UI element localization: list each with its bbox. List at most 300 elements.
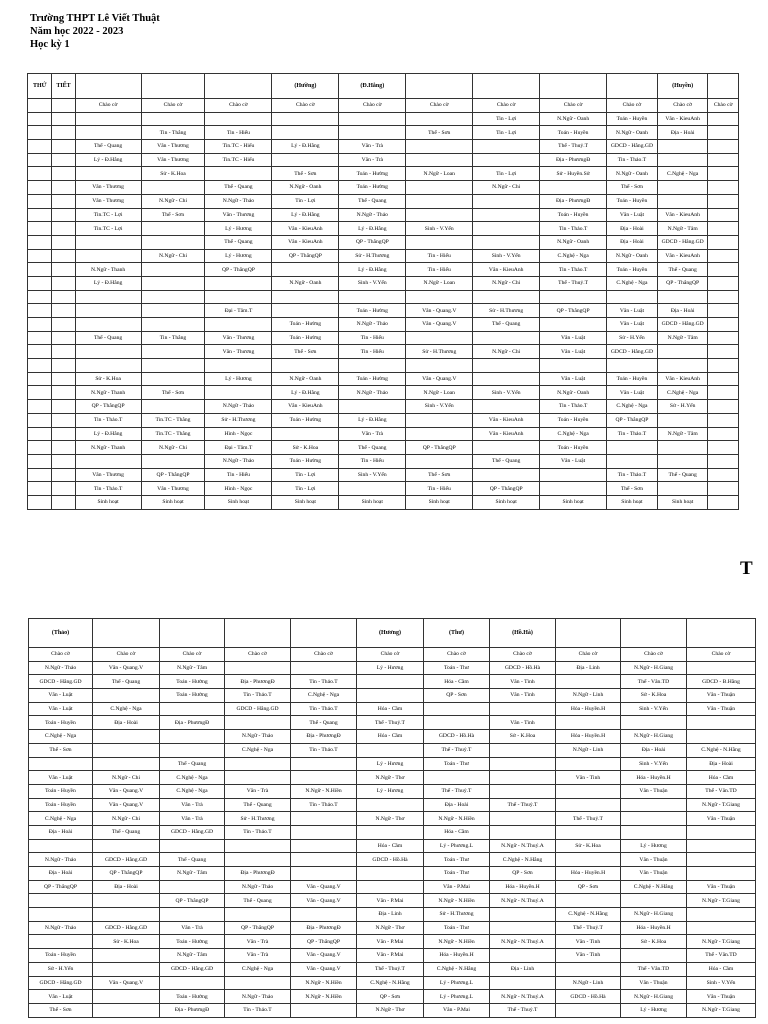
table-cell [93,894,160,908]
table-cell [52,304,75,318]
table-row [28,372,739,386]
table-cell: N.Ngữ - H.Giang [621,990,687,1004]
table-cell [556,962,621,976]
table-cell: N.Ngữ - Thảo [29,853,93,867]
table-cell: Chào cờ [424,648,490,662]
table-cell [28,454,52,468]
table-cell [473,222,540,236]
table-cell: N.Ngữ - T.Giang [687,798,756,812]
table-cell [225,716,291,730]
table-row [28,222,739,236]
table-cell [687,853,756,867]
table-cell [52,208,75,222]
table-cell: Lý - Đ.Hằng [272,140,339,154]
table-cell [473,468,540,482]
table-row [29,839,756,853]
table-cell: Thể - Thuỷ.T [556,812,621,826]
table-cell: Địa - Hoài [93,716,160,730]
table-cell: N.Ngữ - Loan [406,386,473,400]
table-cell [490,771,556,785]
table-cell: QP - Sơn [490,867,556,881]
table-cell: GDCD - Hồ.Hà [357,853,424,867]
table-cell [75,235,141,249]
table-cell [473,208,540,222]
table-cell [657,482,708,496]
table-cell: Hóa - Huyền.H [424,949,490,963]
table-cell [687,867,756,881]
table-cell [607,359,658,373]
table-cell: Hóa - Huyền.H [556,730,621,744]
table-cell [28,441,52,455]
table-row [29,716,756,730]
table-cell [708,249,739,263]
table-cell [272,126,339,140]
table-cell: QP - ThắngQP [93,867,160,881]
table-cell: N.Ngữ - Thanh [75,441,141,455]
table-cell: QP - ThắngQP [540,304,607,318]
table-cell: Toán - Hường [339,304,406,318]
table-cell [406,153,473,167]
table-cell: Chào cờ [225,648,291,662]
header-cell: (Hương) [357,619,424,648]
table-cell: Văn - P.Mai [357,949,424,963]
table-row [29,921,756,935]
table-cell: Lý - Đ.Hằng [75,153,141,167]
table-cell: Toán - Hường [272,318,339,332]
table-row [29,908,756,922]
table-cell: Hóa - Cầm [424,675,490,689]
table-cell: Tin - Hiếu [339,454,406,468]
table-cell: Văn - KieuAnh [272,235,339,249]
table-cell: N.Ngữ - Loan [406,276,473,290]
table-cell [28,222,52,236]
table-cell: Tin - Hiếu [205,126,272,140]
table-row [29,825,756,839]
table-cell: Văn - KieuAnh [657,208,708,222]
table-cell: QP - ThắngQP [272,249,339,263]
table-cell: N.Ngữ - Thảo [205,454,272,468]
table-cell [490,976,556,990]
table-cell [160,908,225,922]
table-cell: Thể - Sơn [141,208,205,222]
table-cell [291,839,357,853]
table-cell: Sinh hoạt [406,495,473,509]
table-cell [28,304,52,318]
table-cell: Văn - Tình [490,675,556,689]
table-cell: Sinh - V.Yến [473,386,540,400]
table-cell [75,454,141,468]
table-cell: Toán - Huyền [29,716,93,730]
table-cell: Thể - Thuỷ.T [490,798,556,812]
table-row [28,181,739,195]
table-cell: N.Ngữ - Oanh [607,249,658,263]
table-cell: N.Ngữ - Oanh [540,112,607,126]
table-cell: N.Ngữ - Linh [556,743,621,757]
header-cell [708,74,739,99]
table-cell: N.Ngữ - Chi [93,771,160,785]
table-cell: Tin - Thảo.T [291,675,357,689]
table-cell [556,1003,621,1017]
table-cell [205,167,272,181]
table-cell: Lý - Hương [357,757,424,771]
table-cell [708,181,739,195]
table-row [28,400,739,414]
table-cell: Văn - Quang.V [406,304,473,318]
table-cell: GDCD - Hằng.GD [607,140,658,154]
table-cell: Tin - Thảo.T [291,743,357,757]
table-cell [473,140,540,154]
table-cell [52,140,75,154]
table-cell: Tin - Hiếu [339,345,406,359]
table-cell: C.Nghệ - Nga [225,962,291,976]
table-cell: QP - Sơn [357,990,424,1004]
table-cell: Văn - Thương [141,153,205,167]
table-cell: Văn - KieuAnh [473,263,540,277]
table-header-row [29,619,756,648]
table-cell: Sử - K.Hoa [141,167,205,181]
table-cell: N.Ngữ - Thảo [205,400,272,414]
table-cell [28,99,52,113]
table-cell [75,304,141,318]
table-cell: Tin - Lợi [473,126,540,140]
table-cell [406,181,473,195]
table-cell: Văn - Quang.V [406,318,473,332]
table-cell [52,194,75,208]
table-cell: N.Ngữ - Linh [556,689,621,703]
table-cell [708,167,739,181]
table-cell: Toán - Huyền [607,194,658,208]
timetable-page-1 [27,73,739,510]
table-cell [556,675,621,689]
table-cell [540,181,607,195]
table-cell [52,468,75,482]
table-cell [708,126,739,140]
table-cell: N.Ngữ - Tâm [160,661,225,675]
table-cell: Thể - Sơn [607,482,658,496]
timetable-page-2 [28,618,756,1018]
table-cell: Địa - Hoài [687,757,756,771]
table-cell: Địa - PhươngĐ [540,153,607,167]
table-cell: Thể - Văn.TD [621,675,687,689]
table-cell: Văn - Trà [339,153,406,167]
table-cell: GDCD - Hằng.GD [607,345,658,359]
table-cell: Hóa - Huyền.H [621,921,687,935]
table-cell: N.Ngữ - T.Giang [687,894,756,908]
table-row [29,661,756,675]
table-cell: N.Ngữ - Thanh [75,263,141,277]
table-cell [621,812,687,826]
table-row [28,276,739,290]
table-cell [75,345,141,359]
table-cell: Văn - Quang.V [291,949,357,963]
table-cell [424,771,490,785]
table-cell [708,331,739,345]
table-row [28,99,739,113]
table-cell: Địa - Hoài [657,304,708,318]
table-cell [490,812,556,826]
table-cell: N.Ngữ - N.Hiền [291,990,357,1004]
table-cell [406,359,473,373]
table-cell [540,468,607,482]
header-cell [607,74,658,99]
table-row [28,208,739,222]
table-cell: Văn - Thương [141,482,205,496]
table-cell: Đại - Tâm.T [205,441,272,455]
table-cell [141,112,205,126]
table-cell: Thể - Quang [160,757,225,771]
table-cell: Toán - Hường [339,167,406,181]
table-cell: N.Ngữ - Thảo [29,921,93,935]
table-cell [687,839,756,853]
table-cell [52,263,75,277]
table-cell: Tin - Thảo.T [607,153,658,167]
table-cell [52,249,75,263]
table-cell [708,345,739,359]
table-cell: Văn - Trà [339,427,406,441]
table-cell [141,359,205,373]
table-cell: N.Ngữ - N.Hiền [291,784,357,798]
table-cell: Sử - K.Hoa [75,372,141,386]
table-cell: C.Nghệ - Nga [29,812,93,826]
table-cell: Lý - Đ.Hằng [339,263,406,277]
table-cell: Văn - Quang.V [93,976,160,990]
table-row [28,263,739,277]
table-cell: C.Nghệ - N.Hằng [621,880,687,894]
table-cell: Tin - Thảo.T [291,798,357,812]
table-row [28,495,739,509]
table-cell [473,235,540,249]
table-cell: GDCD - Hằng.GD [93,853,160,867]
cut-off-title-letter: T [740,558,753,579]
table-cell: Toán - Thư [424,921,490,935]
table-cell: N.Ngữ - Oanh [540,386,607,400]
table-cell: Chào cờ [687,648,756,662]
table-cell [29,935,93,949]
table-row [28,290,739,304]
header-cell: (Thư) [424,619,490,648]
table-cell: Toán - Hường [339,181,406,195]
table-cell: Sử - H.Thương [225,812,291,826]
header-cell [225,619,291,648]
table-cell: C.Nghệ - Nga [607,276,658,290]
table-cell: N.Ngữ - Thảo [225,730,291,744]
table-cell: QP - ThắngQP [160,894,225,908]
table-cell: GDCD - Hằng.GD [160,825,225,839]
table-row [29,730,756,744]
table-cell: Tin - Thảo.T [225,1003,291,1017]
table-cell: Văn - KieuAnh [657,112,708,126]
table-cell [406,112,473,126]
table-cell: Địa - PhươngĐ [160,1003,225,1017]
table-cell: Văn - Trà [225,784,291,798]
table-cell: Chào cờ [406,99,473,113]
table-cell [708,194,739,208]
table-cell [205,290,272,304]
table-cell: N.Ngữ - T.Giang [687,1003,756,1017]
table-cell [657,290,708,304]
table-cell: Lý - Hương [621,839,687,853]
table-cell: Văn - P.Mai [424,880,490,894]
table-cell: Thể - Quang [93,825,160,839]
table-cell: Sinh hoạt [272,495,339,509]
table-cell [141,454,205,468]
table-row [29,935,756,949]
table-cell: Văn - Tình [490,689,556,703]
table-cell: GDCD - Hồ.Hà [490,661,556,675]
table-cell: Tin - Hiếu [339,331,406,345]
table-cell: Sinh - V.Yến [339,276,406,290]
table-cell [75,167,141,181]
table-cell [160,730,225,744]
table-cell [28,167,52,181]
table-cell: N.Ngữ - Oanh [272,372,339,386]
header-cell: (Hồ.Hà) [490,619,556,648]
table-cell: QP - ThắngQP [205,263,272,277]
table-cell: Thể - Thuỷ.T [424,743,490,757]
table-cell: N.Ngữ - Tâm [657,427,708,441]
table-row [28,112,739,126]
table-cell [540,290,607,304]
table-row [28,482,739,496]
table-cell: Sử - H.Thương [205,413,272,427]
table-cell: Lý - Hương [205,222,272,236]
table-cell: N.Ngữ - Thảo [339,386,406,400]
header-cell [406,74,473,99]
table-cell [708,304,739,318]
table-cell: Lý - Phương.L [424,976,490,990]
table-cell [28,331,52,345]
table-cell: Văn - Thương [75,181,141,195]
table-row [29,675,756,689]
table-cell: Sử - H.Thương [473,304,540,318]
table-cell: Lý - Đ.Hằng [339,413,406,427]
table-cell [28,181,52,195]
table-row [28,413,739,427]
header-cell [75,74,141,99]
table-cell [291,825,357,839]
table-cell [28,126,52,140]
table-cell: N.Ngữ - Tâm [160,949,225,963]
table-cell: Văn - Luật [607,304,658,318]
table-cell: Thể - Sơn [272,167,339,181]
table-cell: N.Ngữ - Thảo [205,194,272,208]
table-cell: Sinh - V.Yến [621,757,687,771]
table-cell [621,716,687,730]
table-cell [225,908,291,922]
table-cell [621,825,687,839]
table-cell: N.Ngữ - Linh [556,976,621,990]
table-cell: Tin - Thảo.T [291,702,357,716]
table-cell [141,290,205,304]
table-cell [708,413,739,427]
table-cell: N.Ngữ - Oanh [607,167,658,181]
table-cell: Thể - Quang [93,675,160,689]
table-cell: QP - ThắngQP [141,468,205,482]
table-cell: Văn - Luật [540,331,607,345]
table-cell: Thể - Quang [160,853,225,867]
table-cell [160,839,225,853]
table-cell: N.Ngữ - Thơ [357,812,424,826]
table-cell [657,153,708,167]
table-cell [52,331,75,345]
table-cell [708,208,739,222]
table-cell: Văn - Thương [141,140,205,154]
table-cell [28,345,52,359]
table-cell [473,153,540,167]
header-cell: (Thảo) [29,619,93,648]
table-cell: Văn - Thuận [687,702,756,716]
table-row [28,194,739,208]
table-cell: Toán - Huyền [607,372,658,386]
table-cell [708,140,739,154]
table-cell: N.Ngữ - Thảo [339,208,406,222]
table-cell [141,263,205,277]
table-cell [556,798,621,812]
table-cell: Văn - Quang.V [291,880,357,894]
table-cell: Toán - Thư [424,853,490,867]
table-cell: Hóa - Huyền.H [556,702,621,716]
table-cell [291,757,357,771]
table-cell: C.Nghệ - Nga [540,427,607,441]
table-cell: Địa - PhươngĐ [225,675,291,689]
table-cell [657,345,708,359]
table-cell: Văn - Luật [29,702,93,716]
header-cell: TIẾT [52,74,75,99]
table-cell [473,331,540,345]
table-cell: Sinh - V.Yến [687,976,756,990]
table-cell: Sinh hoạt [75,495,141,509]
table-cell: N.Ngữ - Chi [141,249,205,263]
table-cell: Văn - Luật [29,990,93,1004]
table-cell [52,276,75,290]
table-cell [52,427,75,441]
table-cell [28,290,52,304]
table-row [28,359,739,373]
table-cell: Hình - Ngọc [205,482,272,496]
table-cell: Văn - KieuAnh [657,372,708,386]
table-cell [52,99,75,113]
table-cell [406,454,473,468]
table-cell [75,249,141,263]
table-cell: C.Nghệ - N.Hằng [687,743,756,757]
table-cell [205,386,272,400]
table-cell [225,839,291,853]
header-cell [687,619,756,648]
table-cell [708,153,739,167]
table-cell [28,495,52,509]
table-cell: Lý - Phương.L [424,839,490,853]
table-cell: Thể - Thuỷ.T [490,1003,556,1017]
table-cell: N.Ngữ - N.Thuý.A [490,839,556,853]
table-cell [28,112,52,126]
table-cell: Sinh - V.Yến [473,249,540,263]
table-cell [291,661,357,675]
table-cell [556,853,621,867]
table-cell [52,167,75,181]
table-cell: N.Ngữ - N.Hiền [291,976,357,990]
table-cell [52,495,75,509]
table-cell: Sinh - V.Yến [406,222,473,236]
table-cell [339,112,406,126]
table-cell: Sử - K.Hoa [272,441,339,455]
table-cell: Toán - Huyền [540,413,607,427]
table-cell [205,112,272,126]
table-cell [28,235,52,249]
table-cell: Thể - Thuỷ.T [357,962,424,976]
table-cell: Sinh hoạt [657,495,708,509]
table-cell: Tin.TC - Thắng [141,413,205,427]
table-cell [52,318,75,332]
